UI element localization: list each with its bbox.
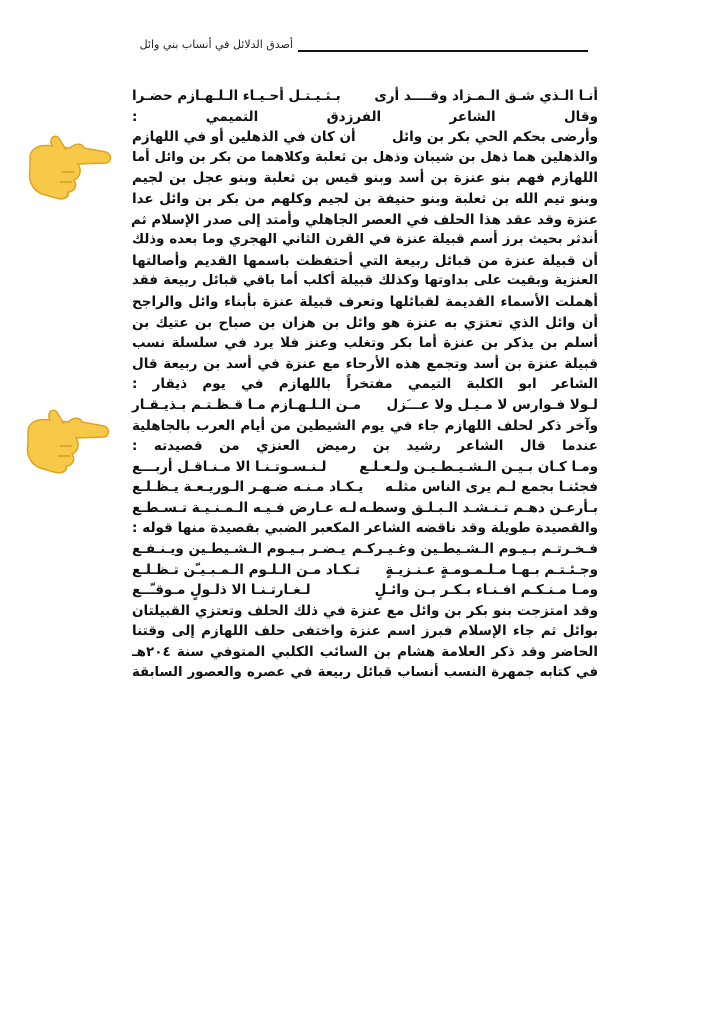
verse-first-hemistich: فجئنـا بجمع لـم يرى الناس مثلـه xyxy=(384,479,598,496)
text-line: وبنو تيم الله بن ثعلبة وبنو حنيفة بن لجيم وكلهم من بكر بن وائل عدا xyxy=(132,190,598,207)
poem-verse xyxy=(132,127,598,148)
poem-verse xyxy=(132,560,598,581)
verse-second-hemistich: يـكـاد مـنـه ضـهـر الـوريـعـة يـظـلـع xyxy=(132,479,364,496)
verse-first-hemistich: فـخـرتـم بـيـوم الـشـيطـين وغـيـركـم xyxy=(351,541,598,558)
verse-first-hemistich: ومـا مـنـكـم افـنـاء بـكـر بـن وائـلٍ xyxy=(374,582,598,599)
body-text xyxy=(132,86,598,683)
verse-second-hemistich: بـثـيـتـل أحـيـاء الـلـهـازم حضـرا xyxy=(132,88,341,104)
poem-verse xyxy=(132,457,598,478)
poem-verse xyxy=(132,539,598,560)
text-line: بوائل ثم جاء الإسلام فبرز اسم عنزة واختفى حلف اللهازم إلى وقتنا xyxy=(132,623,598,640)
poem-verse xyxy=(132,498,598,519)
text-line: في كتابه جمهرة النسب أنساب قبائل ربيعة في عصره والعصور السابقة xyxy=(132,664,598,680)
text-line: العنزية وبقيت على بداوتها وكذلك قبيلة أكلب أما باقي قبائل ربيعة فقد xyxy=(132,273,598,289)
running-header-title: أصدق الدلائل في أنساب بني وائل xyxy=(139,38,293,51)
text-line: وقد امتزجت بنو بكر بن وائل مع عنزة في ذلك الحلف وتعتزي القبيلتان xyxy=(132,602,598,619)
text-line: أن قبيلة عنزة من قبائل ربيعة التي أحتفظت باسمها القديم وأصالتها xyxy=(132,252,598,269)
text-line: والقصيدة طويلة وقد ناقضه الشاعر المكعبر الضبي بقصيدة منها قوله : xyxy=(132,520,598,537)
verse-second-hemistich: لـنـسـوتـنـا الا مـنـاقـل أربـــع xyxy=(132,458,327,475)
verse-first-hemistich: وأرضى بحكم الحي بكر بن وائل xyxy=(392,129,598,146)
verse-second-hemistich: مـن الـلـهـازم مـا قـظـتـم بـذيـقـار xyxy=(132,396,361,413)
pointing-hand-icon-graphic xyxy=(22,128,112,202)
poem-verse xyxy=(132,86,598,107)
text-line: عنزة وقد عقد هذا الحلف في العصر الجاهلي وأمتد إلى صدر الإسلام ثم xyxy=(130,211,598,228)
verse-first-hemistich: ومـا كـان بـيـن الـشـيـطـيـن ولـعـلـع xyxy=(359,458,598,475)
verse-second-hemistich: لـغـارتـنـا الا ذلـولٍ مـوقـّــع xyxy=(132,582,311,599)
verse-first-hemistich: وجـئـتـم بـهـا مـلـمـومـةٍ عـنـزيـةٍ xyxy=(385,561,598,578)
poem-verse xyxy=(132,395,598,416)
verse-second-hemistich: أن كان في الذهلين أو في اللهازم xyxy=(132,129,356,146)
text-line: أسلم بن يذكر بن عنزة أما بكر وتغلب وعنز فلا يرد في سلسلة نسب xyxy=(132,335,598,352)
verse-second-hemistich: لـه عـارض فـيـه الـمـنـيـة تـسـطـع xyxy=(132,499,357,516)
text-line: أندثر بحيث برز أسم قبيلة عنزة في القرن الثاني الهجري وما بعده وذلك xyxy=(132,232,598,248)
text-line: أهملت الأسماء القديمة لقبائلها وتعرف قبيلة عنزة بأبناء وائل والراجح xyxy=(132,293,598,310)
verse-first-hemistich: أنـا الـذي شـق الـمـزاد وقــــد أرى xyxy=(374,88,598,104)
poem-verse xyxy=(132,580,598,601)
text-line: أن وائل الذي تعتزي به عنزة هو وائل بن هزان بن صباح بن عتيك بن xyxy=(132,314,598,331)
pointing-hand-icon-graphic xyxy=(20,402,110,476)
text-line: عندما قال الشاعر رشيد بن رميض العنزي من قصيدته : xyxy=(132,438,598,455)
text-line: الشاعر ابو الكلبة التيمي مفتخراً باللهازم في يوم ذيقار : xyxy=(132,376,598,393)
text-line: اللهازم فهم بنو عنزة بن أسد وبنو قيس بن ثعلبة وبنو عجل بن لجيم xyxy=(132,170,598,187)
text-line: الحاضر وقد ذكر العلامة هشام بن السائب الكلبي المتوفي سنة ٢٠٤هـ xyxy=(132,644,598,661)
text-line: وآخر ذكر لحلف اللهازم جاء في يوم الشيطين من أيام العرب بالجاهلية xyxy=(132,417,598,434)
verse-second-hemistich: تـكـاد مـن الـلـوم الـمـبـيـّن تـظـلـع xyxy=(132,561,361,578)
poem-verse xyxy=(132,477,598,498)
verse-first-hemistich: لـولا فـوارس لا مـيـل ولا عـــَزل xyxy=(386,396,598,413)
header-rule xyxy=(298,50,588,52)
text-line: قبيلة عنزة بن أسد وتجمع هذه الأرحاء مع عنزة في أسد بن ربيعة قال xyxy=(132,355,598,372)
verse-second-hemistich: يـضـر بـيـوم الـشـيطـين ويـنـفـع xyxy=(132,541,346,558)
verse-first-hemistich: بـأرعـن دهـم تـنـشـد الـبـلـق وسطـه xyxy=(358,499,598,516)
text-line: وقال الشاعر الفرزدق التميمي : xyxy=(132,108,598,125)
pointing-hand-icon xyxy=(22,128,112,202)
text-line: والذهلين هما ذهل بن شيبان وذهل بن ثعلبة وكلاهما من بكر بن وائل أما xyxy=(132,149,598,165)
pointing-hand-icon xyxy=(20,402,110,476)
